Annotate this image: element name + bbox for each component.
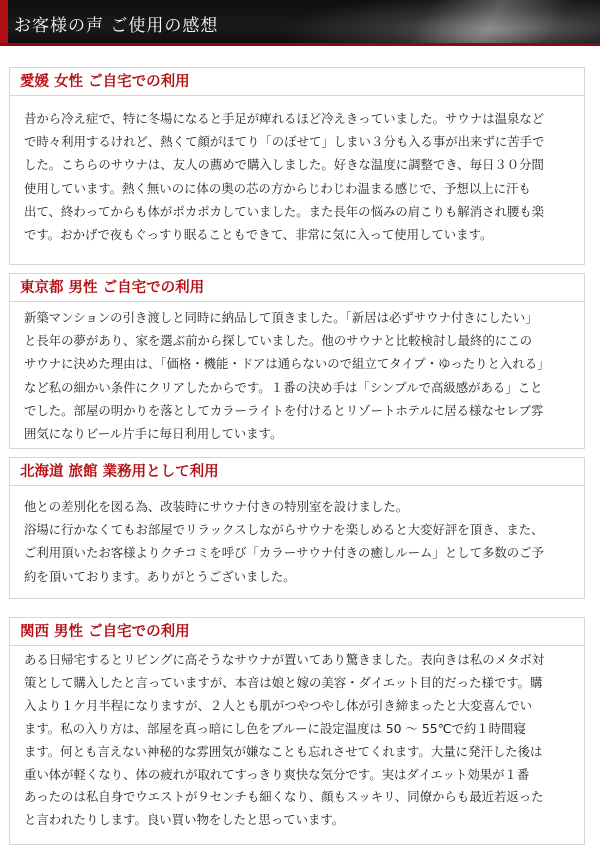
testimonial-body [24, 306, 572, 445]
testimonial-divider [10, 95, 584, 96]
header-accent-bar [0, 0, 8, 46]
testimonial-divider [10, 485, 584, 486]
header-sheen-highlight [407, 0, 574, 46]
testimonial-line: 出て、終わってからも体がポカポカしていました。また長年の悩みの肩こりも解消され腰も楽 [24, 203, 545, 219]
testimonial-line: ある日帰宅するとリビングに高そうなサウナが置いてあり驚きました。表向きは私のメタボ対 [24, 652, 545, 667]
testimonial-divider [10, 301, 584, 302]
testimonial-line: です。おかげで夜もぐっすり眠ることもできて、非常に気に入って使用しています。 [24, 227, 493, 243]
testimonial-body [24, 495, 572, 588]
testimonial-line: と言われたりします。良い買い物をしたと思っています。 [24, 812, 345, 828]
testimonial-title: 北海道 旅館 業務用として利用 [20, 464, 219, 480]
testimonial-body [24, 649, 572, 832]
testimonial-line: 策として購入したと言っていますが、本音は娘と嫁の美容・ダイエット目的だった様です。購 [24, 674, 543, 690]
testimonial-line: あったのは私自身でウエストが９センチも細くなり、顔もスッキリ、同僚からも最近若返った [24, 789, 544, 805]
testimonial-body [24, 107, 572, 246]
testimonial-line: で時々利用するけれど、熱くて顔がほてり「のぼせて」しまい３分も入る事が出来ずに苦手で [24, 134, 545, 150]
testimonial-line: 浴場に行かなくてもお部屋でリラックスしながらサウナを楽しめると大変好評を頂き、また、 [24, 522, 544, 538]
testimonial-line: と長年の夢があり、家を選ぶ前から探していました。他のサウナと比較検討し最終的にこの [24, 333, 533, 349]
testimonial-line: ます。何とも言えない神秘的な雰囲気が嫌なことも忘れさせてくれます。大量に発汗した後は [24, 743, 543, 759]
page-title: お客様の声 ご使用の感想 [14, 16, 219, 36]
testimonial-card-tokyo [9, 273, 585, 449]
testimonial-line: 昔から冷え症で、特に冬場になると手足が痺れるほど冷えきっていました。サウナは温泉など [24, 111, 545, 126]
testimonial-title: 関西 男性 ご自宅での利用 [20, 624, 190, 640]
testimonial-line: 約を頂いております。ありがとうございました。 [24, 568, 296, 584]
testimonial-line: ご利用頂いたお客様よりクチコミを呼び「カラーサウナ付きの癒しルーム」として多数のご予 [24, 545, 544, 561]
testimonial-line: サウナに決めた理由は、「価格・機能・ドアは通らないので組立てタイプ・ゆったりと入れる」 [24, 356, 550, 372]
testimonial-card-hokkaido [9, 457, 585, 599]
testimonial-line: した。こちらのサウナは、友人の薦めで購入しました。好きな温度に調整でき、毎日３０分間 [24, 157, 544, 173]
testimonial-divider [10, 645, 584, 646]
testimonial-line: 使用しています。熱く無いのに体の奥の芯の方からじわじわ温まる感じで、予想以上に汗も [24, 180, 531, 196]
header-underline [0, 43, 600, 46]
testimonial-line: 他との差別化を図る為、改装時にサウナ付きの特別室を設けました。 [24, 499, 409, 514]
testimonial-line: 囲気になりビール片手に毎日利用しています。 [24, 426, 283, 442]
testimonial-line: 新築マンションの引き渡しと同時に納品して頂きました。「新居は必ずサウナ付きにしたい」 [24, 310, 538, 325]
testimonial-line: など私の細かい条件にクリアしたからです。１番の決め手は「シンプルで高級感がある」こと [24, 379, 543, 395]
testimonial-line: 入より１ケ月半程になりますが、２人とも肌がつやつやし体が引き締まったと大変喜んでい [24, 697, 533, 713]
testimonial-card-ehime [9, 67, 585, 265]
testimonial-line: でした。部屋の明かりを落としてカラーライトを付けるとリゾートホテルに居る様なセレブ雰 [24, 402, 544, 418]
testimonial-card-kansai [9, 617, 585, 845]
testimonial-title: 愛媛 女性 ご自宅での利用 [20, 74, 190, 90]
testimonial-line: 重い体が軽くなり、体の疲れが取れてすっきり爽快な気分です。実はダイエット効果が１番 [24, 766, 530, 782]
section-header [0, 0, 600, 46]
testimonial-line: ます。私の入り方は、部屋を真っ暗にし色をブルーに設定温度は 50 〜 55℃で約１時間寝 [24, 720, 526, 736]
testimonial-title: 東京都 男性 ご自宅での利用 [20, 280, 205, 296]
